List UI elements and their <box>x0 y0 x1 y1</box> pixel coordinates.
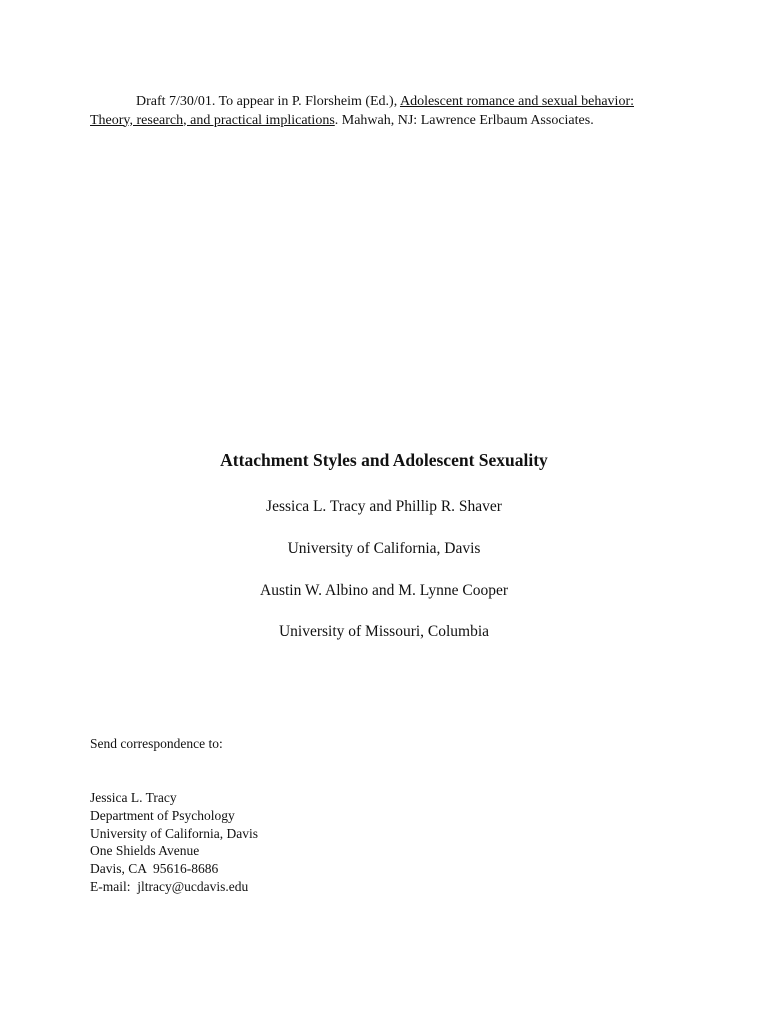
address-university: University of California, Davis <box>90 825 258 841</box>
address-city: Davis, CA 95616-8686 <box>90 861 219 877</box>
paper-title: Attachment Styles and Adolescent Sexuality <box>220 450 548 470</box>
address-name: Jessica L. Tracy <box>90 790 177 805</box>
affiliation-secondary: University of Missouri, Columbia <box>278 623 490 640</box>
authors-secondary: Austin W. Albino and M. Lynne Cooper <box>260 582 508 599</box>
address-email: E-mail: jltracy@ucdavis.edu <box>90 878 249 894</box>
address-department: Department of Psychology <box>90 807 235 823</box>
correspondence-address <box>90 789 258 896</box>
affiliation-primary: University of California, Davis <box>287 540 481 557</box>
book-title: Adolescent romance and sexual behavior: Theory, research, and practical implications <box>90 94 634 128</box>
address-street: One Shields Avenue <box>90 843 200 859</box>
publisher-info: . Mahwah, NJ: Lawrence Erlbaum Associates. <box>334 112 594 128</box>
draft-info: Draft 7/30/01. To appear in P. Florsheim (Ed.), <box>136 94 398 109</box>
authors-primary: Jessica L. Tracy and Phillip R. Shaver <box>266 498 502 515</box>
correspondence-label: Send correspondence to: <box>90 736 223 751</box>
draft-note <box>90 93 635 130</box>
